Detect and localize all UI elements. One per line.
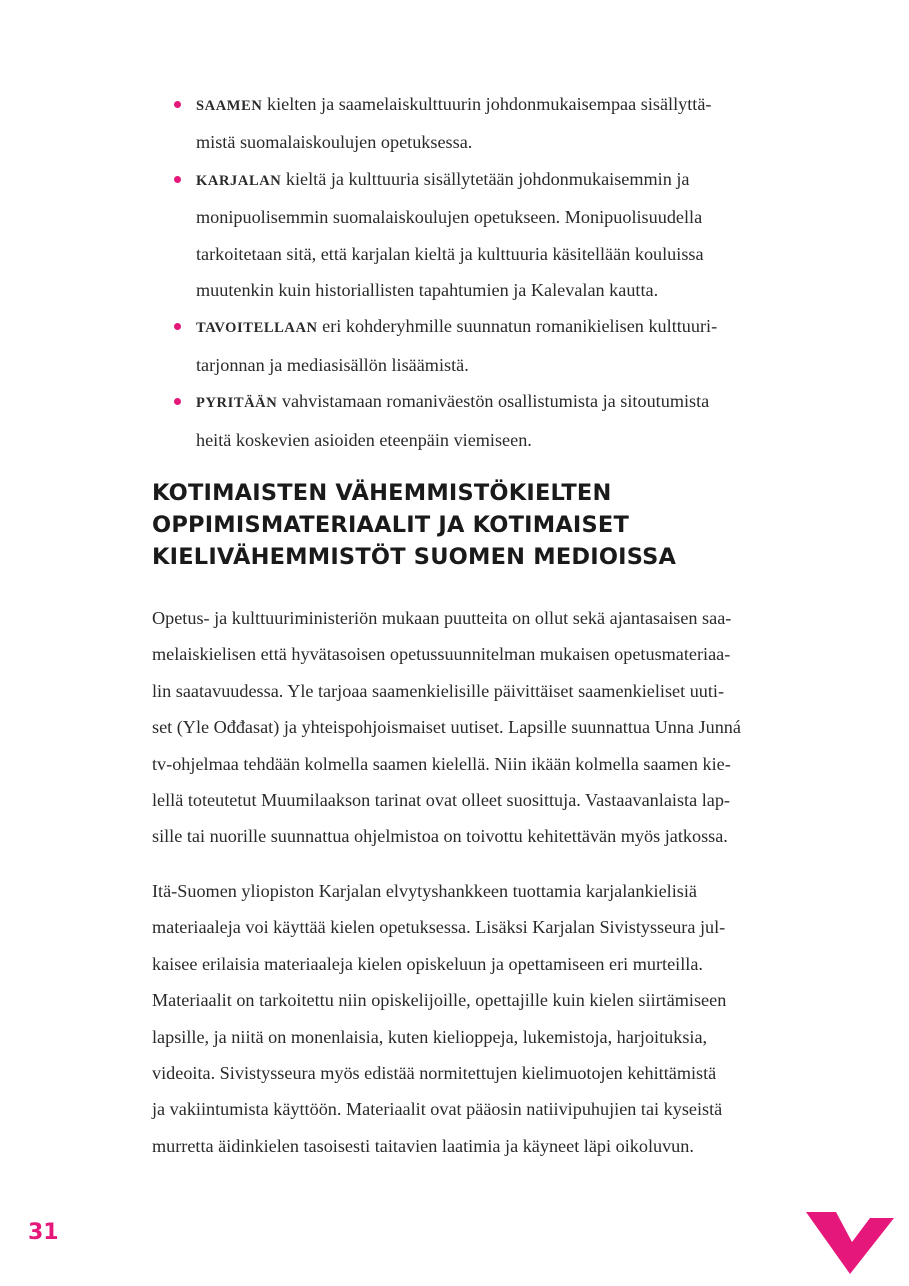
logo-shape: [806, 1212, 894, 1274]
paragraph-line: murretta äidinkielen tasoisesti taitavien laatimia ja käyneet läpi oikoluvun.: [152, 1135, 694, 1156]
bullet-text: vahvistamaan romaniväestön osallistumista ja sitoutumista: [277, 391, 710, 412]
paragraph-line: Itä-Suomen yliopiston Karjalan elvytyshankkeen tuottamia karjalankielisiä: [152, 881, 697, 901]
bullet-lead: KARJALAN: [196, 172, 282, 189]
bullet-lead: SAAMEN: [196, 98, 263, 114]
bullet-dot-icon: [174, 398, 181, 405]
bullet-text: monipuolisemmin suomalaiskoulujen opetukseen. Monipuolisuudella: [196, 207, 703, 228]
paragraph-line: kaisee erilaisia materiaaleja kielen opiskeluun ja opettamiseen eri murteilla.: [152, 953, 703, 974]
page-number: 31: [28, 1220, 59, 1245]
paragraph-line: Opetus- ja kulttuuriministeriön mukaan puutteita on ollut sekä ajantasaisen saa-: [152, 608, 732, 628]
paragraph: [152, 600, 842, 855]
paragraph: [152, 873, 842, 1164]
paragraph-line: lin saatavuudessa. Yle tarjoaa saamenkielisille päivittäiset saamenkieliset uuti-: [152, 680, 725, 701]
bullet-item: [172, 308, 812, 383]
paragraph-line: lapsille, ja niitä on monenlaisia, kuten kielioppeja, lukemistoja, harjoituksia,: [152, 1026, 708, 1047]
bullet-text: mistä suomalaiskoulujen opetuksessa.: [196, 132, 473, 153]
bullet-dot-icon: [174, 323, 181, 330]
paragraph-line: sille tai nuorille suunnattua ohjelmistoa on toivottu kehitettävän myös jatkossa.: [152, 826, 728, 847]
paragraph-line: lellä toteutetut Muumilaakson tarinat ovat olleet suosittuja. Vastaavanlaista lap-: [152, 790, 730, 811]
bullet-lead: PYRITÄÄN: [196, 395, 278, 412]
paragraph-line: videoita. Sivistysseura myös edistää normitettujen kielimuotojen kehittämistä: [152, 1063, 717, 1084]
bullet-text: tarkoitetaan sitä, että karjalan kieltä ja kulttuuria käsitellään kouluissa: [196, 243, 704, 264]
paragraph-line: Materiaalit on tarkoitettu niin opiskelijoille, opettajille kuin kielen siirtämiseen: [152, 990, 727, 1011]
bullet-dot-icon: [174, 176, 181, 183]
bullet-text: muutenkin kuin historiallisten tapahtumien ja Kalevalan kautta.: [196, 280, 659, 301]
bullet-text: eri kohderyhmille suunnatun romanikielisen kulttuuri-: [317, 316, 718, 337]
bullet-item: [172, 86, 812, 161]
bullet-text: tarjonnan ja mediasisällön lisäämistä.: [196, 354, 469, 375]
bullet-lead: TAVOITELLAAN: [196, 320, 318, 337]
bullet-text: heitä koskevien asioiden eteenpäin viemiseen.: [196, 429, 532, 450]
bullet-text: kieltä ja kulttuuria sisällytetään johdonmukaisemmin ja: [281, 168, 690, 189]
heading-line: KOTIMAISTEN VÄHEMMISTÖKIELTEN: [152, 480, 612, 506]
paragraph-line: materiaaleja voi käyttää kielen opetuksessa. Lisäksi Karjalan Sivistysseura jul-: [152, 917, 726, 938]
bullet-list: [172, 86, 812, 458]
paragraph-line: tv-ohjelmaa tehdään kolmella saamen kielellä. Niin ikään kolmella saamen kie-: [152, 753, 731, 774]
paragraph-line: melaiskielisen että hyvätasoisen opetussuunnitelman mukaisen opetusmateriaa-: [152, 644, 731, 665]
paragraph-line: set (Yle Ođđasat) ja yhteispohjoismaiset uutiset. Lapsille suunnattua Unna Junná: [152, 717, 741, 738]
v-chevron-logo-icon: [806, 1208, 894, 1274]
bullet-item: [172, 161, 812, 309]
bullet-dot-icon: [174, 101, 181, 108]
section-heading: [152, 477, 852, 573]
bullet-item: [172, 383, 812, 458]
heading-line: OPPIMISMATERIAALIT JA KOTIMAISET: [152, 512, 630, 538]
bullet-text: kielten ja saamelaiskulttuurin johdonmukaisempaa sisällyttä-: [262, 94, 712, 114]
heading-line: KIELIVÄHEMMISTÖT SUOMEN MEDIOISSA: [152, 544, 677, 570]
paragraph-line: ja vakiintumista käyttöön. Materiaalit ovat pääosin natiivipuhujien tai kyseistä: [152, 1099, 723, 1120]
